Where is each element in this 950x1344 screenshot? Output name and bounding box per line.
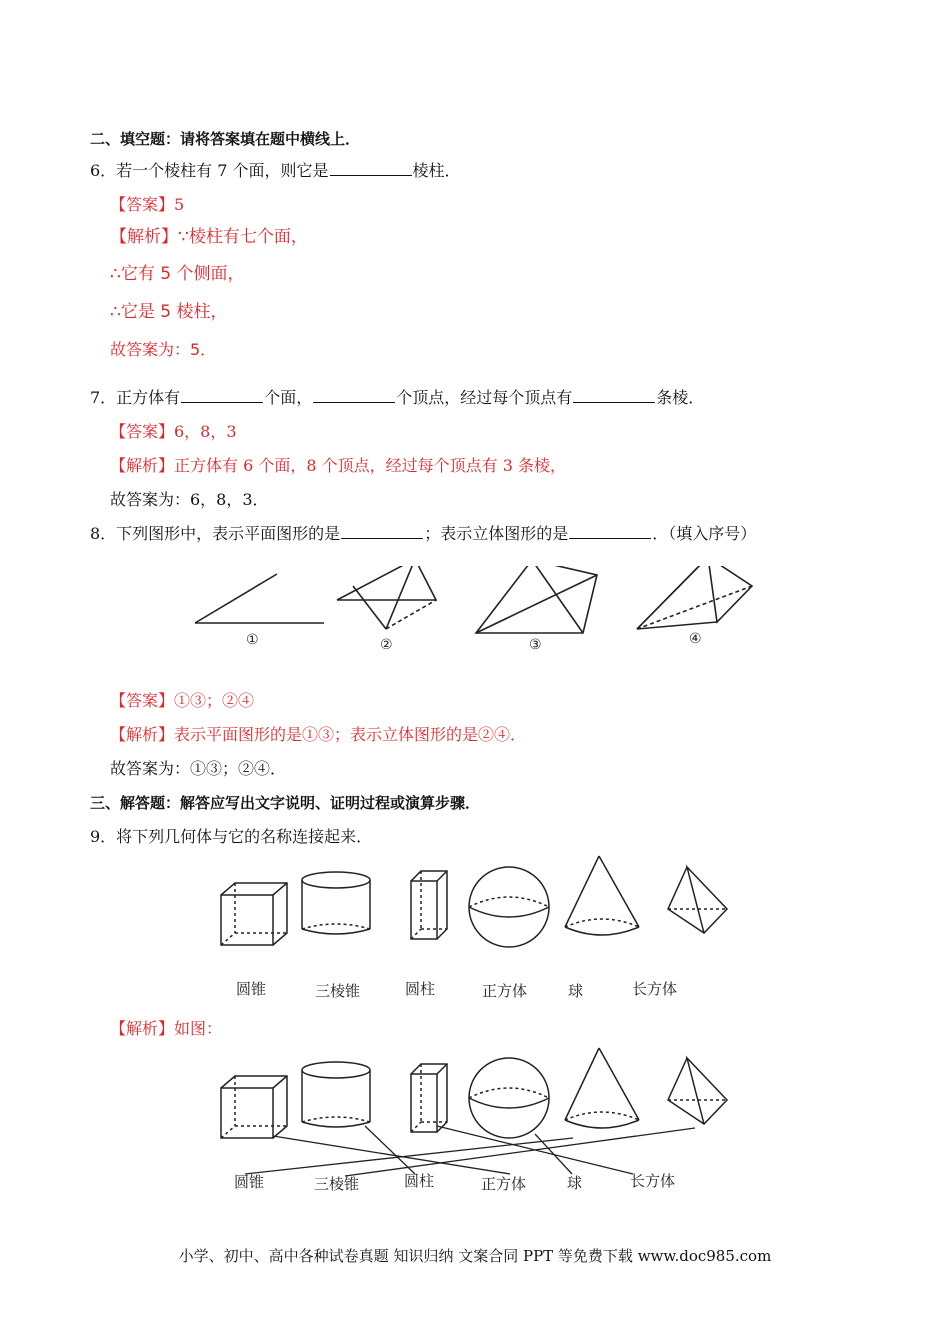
page-footer: 小学、初中、高中各种试卷真题 知识归纳 文案合同 PPT 等免费下载 www.doc985.com: [178, 1247, 772, 1265]
q8-stem-c: ．（填入序号）: [652, 524, 757, 543]
answer-name-cuboid: 长方体: [630, 1172, 676, 1190]
figure-label-1: ①: [246, 632, 259, 648]
figure-4-pyramid: [637, 566, 752, 629]
q6-analysis-line-1: 【解析】∵棱柱有七个面，: [110, 227, 308, 247]
answer-blank: [313, 388, 395, 403]
q6-analysis-line-3: ∴它是 5 棱柱，: [110, 302, 228, 322]
connection-lines: [245, 1126, 695, 1176]
q9-analysis: 【解析】如图：: [110, 1019, 223, 1038]
solid-name-sphere: 球: [568, 982, 584, 1000]
question-6-stem: [90, 160, 461, 182]
answer-blank: [341, 524, 423, 539]
q7-stem-d: 条棱．: [656, 388, 705, 407]
question-9-stem: 9．将下列几何体与它的名称连接起来．: [90, 827, 373, 846]
figure-label-3: ③: [529, 637, 542, 653]
answer-name-cone: 圆锥: [234, 1173, 265, 1191]
section-heading-solve: 三、解答题：解答应写出文字说明、证明过程或演算步骤．: [90, 794, 481, 812]
triangular-pyramid-figure: [668, 867, 727, 933]
q8-conclusion: 故答案为：①③；②④．: [110, 759, 287, 778]
solid-name-cone: 圆锥: [236, 980, 267, 998]
figure-label-2: ②: [380, 637, 393, 653]
figure-label-4: ④: [689, 631, 702, 647]
answer-blank: [181, 388, 263, 403]
cuboid-figure: [411, 871, 447, 939]
answer-name-triangular-pyramid: 三棱锥: [314, 1175, 360, 1193]
solid-name-cuboid: 长方体: [632, 980, 678, 998]
section-heading-fill-blank: 二、填空题：请将答案填在题中横线上．: [90, 130, 361, 148]
answer-name-cylinder: 圆柱: [404, 1172, 435, 1190]
cone-figure: [565, 856, 639, 935]
q8-stem-b: ；表示立体图形的是: [424, 524, 569, 543]
solid-name-cylinder: 圆柱: [405, 980, 436, 998]
solid-name-cube: 正方体: [482, 982, 528, 1000]
q9-answer-figure: [215, 1046, 735, 1186]
answer-name-cube: 正方体: [481, 1175, 527, 1193]
figure-2-tetrahedron: [337, 566, 436, 629]
q7-answer: 【答案】6，8，3: [110, 422, 237, 441]
question-7-stem: [90, 387, 704, 409]
q9-solids: [215, 853, 735, 953]
q6-answer: 【答案】5: [110, 195, 185, 214]
q6-stem-text: 6．若一个棱柱有 7 个面，则它是: [90, 161, 329, 180]
q7-analysis: 【解析】正方体有 6 个面，8 个顶点，经过每个顶点有 3 条棱，: [110, 456, 566, 475]
answer-name-sphere: 球: [567, 1174, 583, 1192]
answer-blank: [573, 388, 655, 403]
q6-analysis-line-4: 故答案为：5．: [110, 340, 217, 359]
answer-blank: [330, 161, 412, 176]
cylinder-figure: [302, 872, 370, 934]
figure-3-quadrilateral: [476, 566, 597, 633]
sphere-figure: [469, 867, 549, 947]
q7-stem-a: 7．正方体有: [90, 388, 181, 407]
q6-analysis-line-2: ∴它有 5 个侧面，: [110, 264, 245, 284]
q8-answer: 【答案】①③；②④: [110, 691, 255, 710]
q6-stem-end: 棱柱．: [412, 161, 461, 180]
q7-stem-c: 个顶点，经过每个顶点有: [396, 388, 573, 407]
cube-figure: [221, 883, 287, 945]
answer-blank: [569, 524, 651, 539]
q8-stem-a: 8．下列图形中，表示平面图形的是: [90, 524, 341, 543]
solid-name-triangular-pyramid: 三棱锥: [315, 982, 361, 1000]
q7-stem-b: 个面，: [264, 388, 313, 407]
q8-analysis: 【解析】表示平面图形的是①③；表示立体图形的是②④．: [110, 725, 527, 744]
q8-figures: [190, 566, 760, 658]
figure-1-angle: [195, 574, 324, 623]
q7-conclusion: 故答案为：6，8，3．: [110, 490, 269, 509]
question-8-stem: [90, 523, 756, 545]
